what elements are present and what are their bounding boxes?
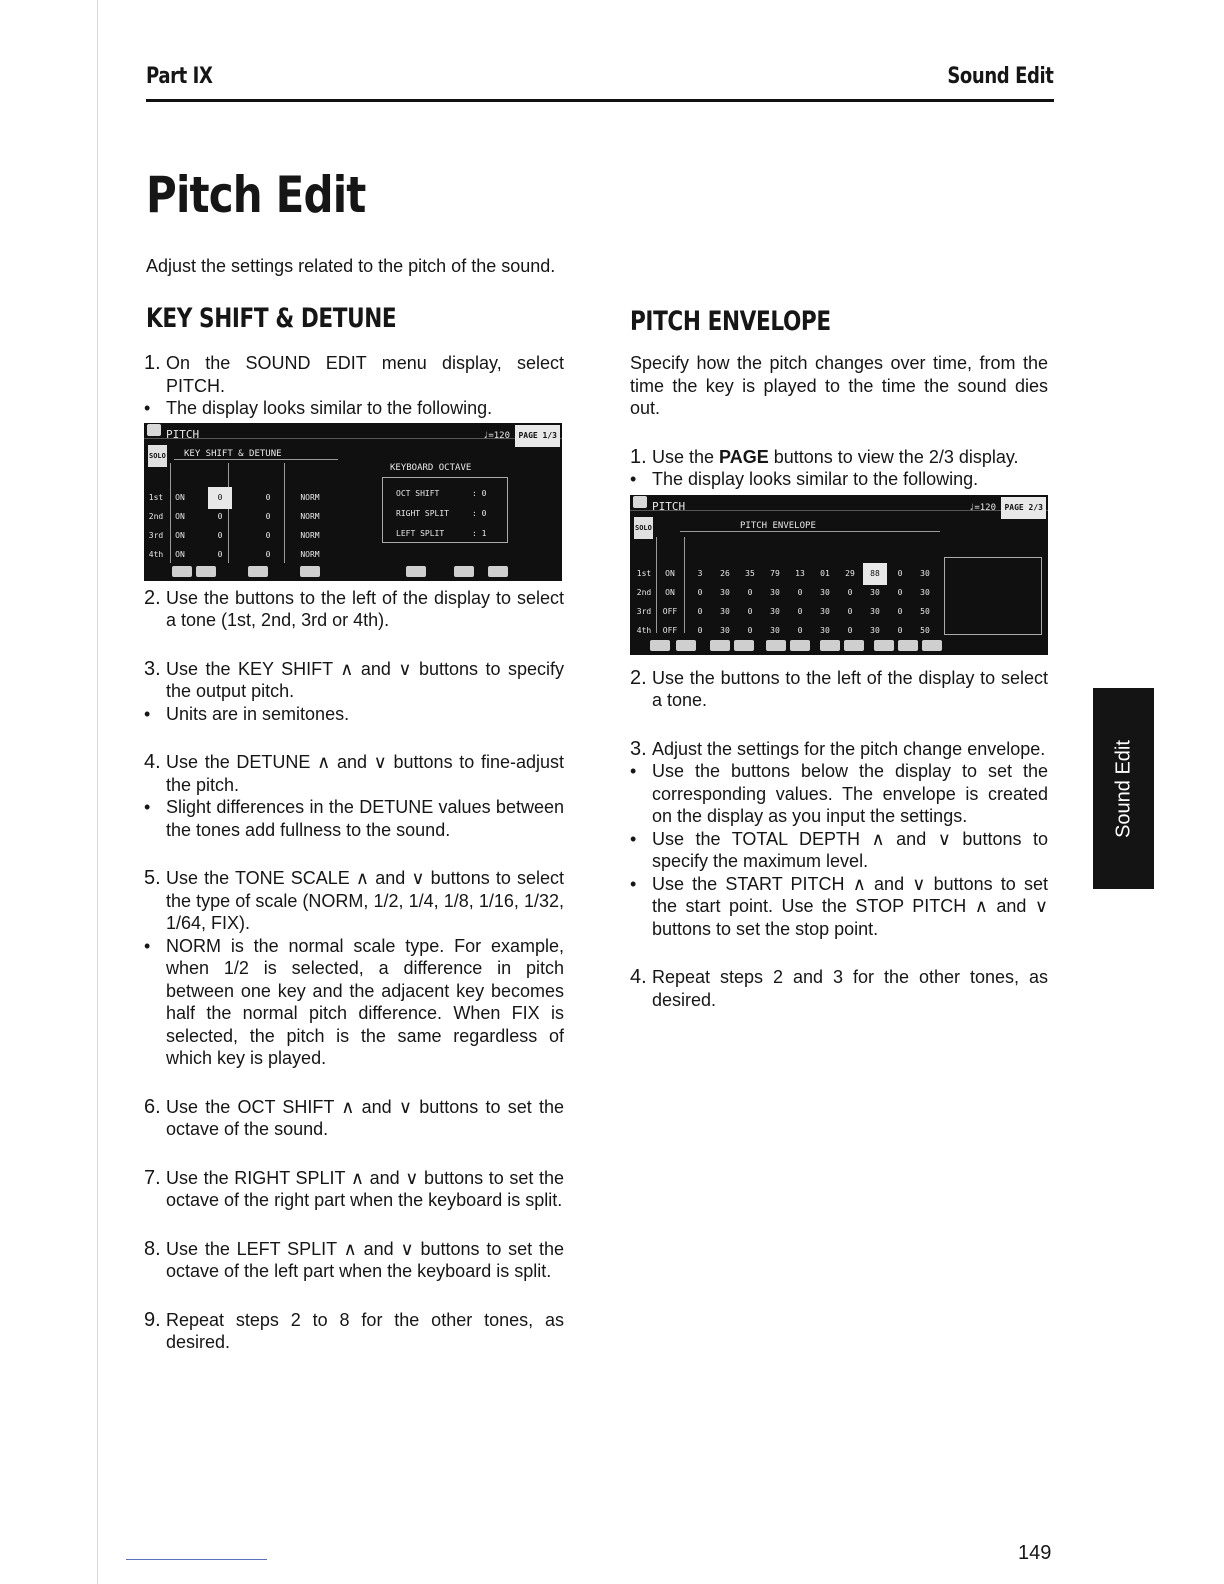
bullet: • Use the TOTAL DEPTH ∧ and ∨ buttons to specify the maximum level. xyxy=(630,828,1048,871)
tone-label: 3rd xyxy=(636,606,652,616)
keyboard-octave-value: : 1 xyxy=(472,528,487,538)
tone-label: 4th xyxy=(148,549,164,559)
envelope-value: 35 xyxy=(745,568,755,578)
envelope-value: 29 xyxy=(845,568,855,578)
lcd-title-bar: PITCH ♩=120 PAGE 2/3 xyxy=(630,495,1048,511)
tone-label: 2nd xyxy=(148,511,164,521)
lcd-title-bar: PITCH ♩=120 PAGE 1/3 xyxy=(144,423,562,439)
step-6: 6. Use the OCT SHIFT ∧ and ∨ buttons to set the octave of the sound. xyxy=(144,1095,564,1139)
keyboard-octave-value: : 0 xyxy=(472,488,487,498)
soft-button-icon[interactable] xyxy=(196,566,216,577)
section-heading-key-shift: KEY SHIFT & DETUNE xyxy=(146,303,397,334)
section-heading-pitch-envelope: PITCH ENVELOPE xyxy=(630,306,831,337)
step-5: 5. Use the TONE SCALE ∧ and ∨ buttons to select the type of scale (NORM, 1/2, 1/4, 1/8, 1/16, 1/32, 1/64, FIX). xyxy=(144,867,564,933)
tone-label: 4th xyxy=(636,625,652,635)
bullet: • NORM is the normal scale type. For example, when 1/2 is selected, a difference in pitch between one key and the adjacent key becomes half the normal pitch difference. When FIX is selected, the pitch is the same regardless of which key is played. xyxy=(144,935,564,1068)
solo-badge: SOLO xyxy=(148,445,167,468)
solo-badge: SOLO xyxy=(634,517,653,540)
lcd-soft-buttons xyxy=(144,566,562,579)
tone-state: ON xyxy=(175,511,185,521)
bullet: • Units are in semitones. xyxy=(144,703,350,724)
tone-state: ON xyxy=(175,530,185,540)
soft-button-icon[interactable] xyxy=(874,640,894,651)
left-column xyxy=(144,352,564,1354)
envelope-value: 30 xyxy=(770,625,780,635)
envelope-value: 30 xyxy=(720,587,730,597)
envelope-value: 0 xyxy=(847,625,853,635)
tone-label: 2nd xyxy=(636,587,652,597)
sound-icon xyxy=(147,424,161,436)
detune-value: 0 xyxy=(265,549,271,559)
step-3: 3. Use the KEY SHIFT ∧ and ∨ buttons to specify the output pitch. xyxy=(144,657,564,701)
envelope-value: 30 xyxy=(870,587,880,597)
soft-button-icon[interactable] xyxy=(898,640,918,651)
tone-label: 3rd xyxy=(148,530,164,540)
keyboard-octave-label: LEFT SPLIT xyxy=(396,528,445,538)
soft-button-icon[interactable] xyxy=(248,566,268,577)
tone-state: ON xyxy=(175,492,185,502)
envelope-value: 30 xyxy=(770,587,780,597)
envelope-value: 0 xyxy=(847,606,853,616)
envelope-value: 0 xyxy=(747,625,753,635)
envelope-value: 30 xyxy=(820,606,830,616)
envelope-value: 0 xyxy=(697,625,703,635)
envelope-value: 26 xyxy=(720,568,730,578)
envelope-value: 0 xyxy=(847,587,853,597)
soft-button-icon[interactable] xyxy=(844,640,864,651)
soft-button-icon[interactable] xyxy=(734,640,754,651)
tone-state: OFF xyxy=(662,625,678,635)
header-rule xyxy=(146,99,1054,102)
tone-scale-value: NORM xyxy=(300,530,320,540)
envelope-value: 13 xyxy=(795,568,805,578)
envelope-value: 30 xyxy=(720,606,730,616)
pitch-envelope-intro: Specify how the pitch changes over time, from the time the key is played to the time the sound dies out. xyxy=(630,353,1048,418)
sound-icon xyxy=(633,496,647,508)
envelope-value: 30 xyxy=(720,625,730,635)
tone-scale-value: NORM xyxy=(300,549,320,559)
envelope-value: 50 xyxy=(920,625,930,635)
envelope-value: 50 xyxy=(920,606,930,616)
envelope-value: 30 xyxy=(920,568,930,578)
envelope-value: 0 xyxy=(697,606,703,616)
envelope-value: 30 xyxy=(770,606,780,616)
lcd-soft-buttons xyxy=(630,640,1048,653)
step-2: 2. Use the buttons to the left of the display to select a tone. xyxy=(630,666,1048,710)
keyboard-octave-label: OCT SHIFT xyxy=(396,488,440,498)
lcd-pitch-envelope-display: PITCH ♩=120 PAGE 2/3 SOLO PITCH ENVELOPE 1st ON 3 26 35 79 13 01 29 88 0 30 2nd ON 0 30 0 30 0 30 0 30 0 30 3rd OFF 0 30 0 30 0 30 0 30 0 50 4th OFF 0 30 0 30 0 30 0 30 0 50 xyxy=(630,495,1048,655)
step-4: 4. Repeat steps 2 and 3 for the other tones, as desired. xyxy=(630,966,1048,1010)
header-section: Sound Edit xyxy=(947,64,1054,89)
envelope-value: 0 xyxy=(797,587,803,597)
tone-scale-value: NORM xyxy=(300,492,320,502)
tone-label: 1st xyxy=(148,492,164,502)
envelope-value: 0 xyxy=(897,568,903,578)
envelope-value: 0 xyxy=(897,606,903,616)
step-1: 1. Use the PAGE buttons to view the 2/3 display. xyxy=(630,445,1019,468)
bullet: • The display looks similar to the following. xyxy=(144,398,493,418)
detune-value: 0 xyxy=(265,511,271,521)
side-tab: Sound Edit xyxy=(1093,688,1154,889)
footer-rule xyxy=(126,1559,267,1560)
envelope-graph xyxy=(944,557,1042,635)
soft-button-icon[interactable] xyxy=(300,566,320,577)
bullet: • Slight differences in the DETUNE values between the tones add fullness to the sound. xyxy=(144,797,564,840)
soft-button-icon[interactable] xyxy=(172,566,192,577)
key-shift-value: 0 xyxy=(217,530,223,540)
step-2: 2. Use the buttons to the left of the display to select a tone (1st, 2nd, 3rd or 4th). xyxy=(144,586,564,630)
key-shift-value: 0 xyxy=(217,549,223,559)
soft-button-icon[interactable] xyxy=(922,640,942,651)
envelope-value: 0 xyxy=(797,625,803,635)
detune-value: 0 xyxy=(265,492,271,502)
envelope-value: 0 xyxy=(897,625,903,635)
envelope-value: 0 xyxy=(747,606,753,616)
key-shift-value: 0 xyxy=(217,511,223,521)
soft-button-icon[interactable] xyxy=(766,640,786,651)
envelope-value: 3 xyxy=(697,568,703,578)
envelope-value: 30 xyxy=(870,625,880,635)
detune-value: 0 xyxy=(265,530,271,540)
binding-line xyxy=(97,0,98,1584)
tone-state: ON xyxy=(665,568,675,578)
envelope-value: 88 xyxy=(863,563,887,586)
envelope-value: 30 xyxy=(820,625,830,635)
envelope-value: 0 xyxy=(697,587,703,597)
keyboard-octave-label: RIGHT SPLIT xyxy=(396,508,449,518)
tone-scale-value: NORM xyxy=(300,511,320,521)
step-4: 4. Use the DETUNE ∧ and ∨ buttons to fine-adjust the pitch. xyxy=(144,751,564,795)
tone-label: 1st xyxy=(636,568,652,578)
soft-button-icon[interactable] xyxy=(650,640,670,651)
bullet: • Use the START PITCH ∧ and ∨ buttons to set the start point. Use the STOP PITCH ∧ and ∨ buttons to set the stop point. xyxy=(630,873,1048,939)
envelope-value: 30 xyxy=(920,587,930,597)
soft-button-icon[interactable] xyxy=(406,566,426,577)
step-3: 3. Adjust the settings for the pitch change envelope. xyxy=(630,737,1046,760)
lcd-key-shift-display: PITCH ♩=120 PAGE 1/3 SOLO KEY SHIFT & DETUNE 1st ON 0 0 NORM 2nd ON 0 0 NORM 3rd ON 0 0 NORM 4th ON 0 0 NORM KEYBOARD OCTAVE OCT SHIFT : 0 RIGHT SPLIT : 0 LEFT SPLIT : 1 xyxy=(144,423,562,581)
page-intro: Adjust the settings related to the pitch of the sound. xyxy=(146,256,556,276)
soft-button-icon[interactable] xyxy=(790,640,810,651)
soft-button-icon[interactable] xyxy=(454,566,474,577)
envelope-value: 0 xyxy=(747,587,753,597)
soft-button-icon[interactable] xyxy=(676,640,696,651)
tone-state: ON xyxy=(175,549,185,559)
envelope-value: 30 xyxy=(870,606,880,616)
soft-button-icon[interactable] xyxy=(488,566,508,577)
key-shift-value: 0 xyxy=(208,487,232,510)
header-part: Part IX xyxy=(146,64,213,89)
envelope-value: 01 xyxy=(820,568,830,578)
right-column xyxy=(630,352,1048,1011)
soft-button-icon[interactable] xyxy=(820,640,840,651)
envelope-value: 0 xyxy=(797,606,803,616)
step-8: 8. Use the LEFT SPLIT ∧ and ∨ buttons to set the octave of the left part when the keyboard is split. xyxy=(144,1237,564,1281)
envelope-value: 30 xyxy=(820,587,830,597)
bullet: • The display looks similar to the following. xyxy=(630,469,979,489)
step-1: 1. On the SOUND EDIT menu display, select PITCH. xyxy=(144,352,564,396)
step-7: 7. Use the RIGHT SPLIT ∧ and ∨ buttons to set the octave of the right part when the keyboard is split. xyxy=(144,1166,564,1210)
tone-state: OFF xyxy=(662,606,678,616)
page-number: 149 xyxy=(1018,1542,1052,1564)
bullet: • Use the buttons below the display to set the corresponding values. The envelope is created on the display as you input the settings. xyxy=(630,761,1048,826)
envelope-value: 0 xyxy=(897,587,903,597)
envelope-value: 79 xyxy=(770,568,780,578)
step-9: 9. Repeat steps 2 to 8 for the other tones, as desired. xyxy=(144,1308,564,1352)
keyboard-octave-value: : 0 xyxy=(472,508,487,518)
page-title: Pitch Edit xyxy=(146,166,366,224)
soft-button-icon[interactable] xyxy=(710,640,730,651)
tone-state: ON xyxy=(665,587,675,597)
